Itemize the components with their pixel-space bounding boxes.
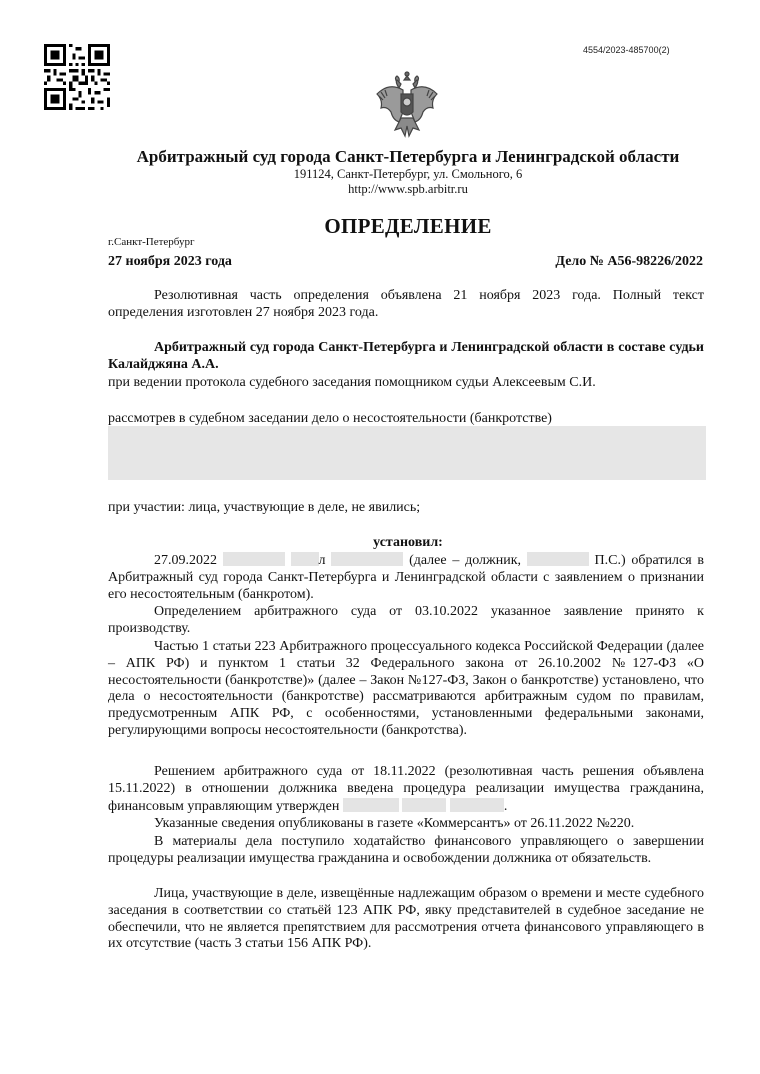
case-number: Дело № А56-98226/2022: [555, 254, 703, 269]
paragraph-4: [108, 764, 704, 815]
redacted-text: [450, 798, 504, 812]
paragraph-6: В материалы дела поступило ходатайство финансового управляющего о завершении процедуры реализации имущества гражданина и освобождении должника от обязательств.: [108, 834, 704, 866]
paragraph-3: Частью 1 статьи 223 Арбитражного процессуального кодекса Российской Федерации (далее – АПК РФ) и пунктом 1 статьи 32 Федерального закона от 26.10.2002 №127-ФЗ «О несостоятельности (банкротстве)» (далее – Закон №127-ФЗ, Закон о банкротстве) установлено, что дела о несостоятельности (банкротстве) рассматриваются арбитражным судом по правилам, предусмотренным АПК РФ, с особенностями, установленными федеральными законами, регулирующими вопросы несостоятельности (банкротства).: [108, 639, 704, 738]
considered-paragraph: рассмотрев в судебном заседании дело о несостоятельности (банкротстве): [108, 411, 552, 426]
court-name: Арбитражный суд города Санкт-Петербурга и Ленинградской области: [136, 147, 680, 166]
p1-initials: П.С.) обратился: [594, 553, 692, 568]
document-number: 4554/2023-485700(2): [583, 45, 670, 55]
court-address: 191124, Санкт-Петербург, ул. Смольного, 6: [293, 167, 523, 181]
coat-of-arms-icon: [375, 70, 439, 140]
court-composition: Арбитражный суд города Санкт-Петербурга и Ленинградской области в составе судьи Калайджяна А.А.: [108, 340, 704, 372]
p4-text: Решением арбитражного суда от 18.11.2022 (резолютивная часть решения объявлена 15.11.2022) в отношении должника введена процедура реализации имущества гражданина, финансовым управляющим утвержден: [108, 764, 704, 814]
redacted-text: [527, 552, 589, 566]
paragraph-7: Лица, участвующие в деле, извещённые надлежащим образом о времени и месте судебного заседания в соответствии со статьёй 123 АПК РФ, явку представителей в судебное заседание не обеспечили, что не является препятствием для рассмотрения отчета финансового управляющего в их отсутствие (часть 3 статьи 156 АПК РФ).: [108, 886, 704, 952]
redacted-text: [343, 798, 399, 812]
p1-date: 27.09.2022: [154, 553, 217, 568]
document-title: ОПРЕДЕЛЕНИЕ: [324, 214, 492, 238]
protocol-paragraph: при ведении протокола судебного заседания помощником судьи Алексеевым С.И.: [108, 375, 596, 390]
redacted-text: [331, 552, 403, 566]
participation-paragraph: при участии: лица, участвующие в деле, не явились;: [108, 500, 421, 515]
redacted-text: [223, 552, 285, 566]
redacted-text: [402, 798, 446, 812]
paragraph-2: Определением арбитражного суда от 03.10.2022 указанное заявление принято к производству.: [108, 604, 704, 636]
p4-end: .: [503, 798, 508, 814]
paragraph-1: [108, 552, 704, 603]
qr-code: [44, 44, 110, 110]
document-date: 27 ноября 2023 года: [108, 254, 232, 269]
p1-rest: в Арбитражный суд города Санкт-Петербурга и Ленинградской области с заявлением о признании его несостоятельным (банкротом).: [108, 553, 705, 602]
redacted-block: [108, 426, 706, 480]
redacted-text: [291, 552, 319, 566]
established-heading: установил:: [373, 535, 443, 550]
p1-mid: л: [318, 553, 326, 568]
court-address-block: [0, 167, 760, 197]
city: г.Санкт-Петербург: [108, 236, 195, 248]
paragraph-5: Указанные сведения опубликованы в газете «Коммерсантъ» от 26.11.2022 №220.: [154, 816, 635, 831]
resolution-paragraph: Резолютивная часть определения объявлена 21 ноября 2023 года. Полный текст определения изготовлен 27 ноября 2023 года.: [108, 288, 704, 320]
p1-after: (далее – должник,: [409, 553, 522, 568]
court-website[interactable]: http://www.spb.arbitr.ru: [348, 182, 468, 196]
